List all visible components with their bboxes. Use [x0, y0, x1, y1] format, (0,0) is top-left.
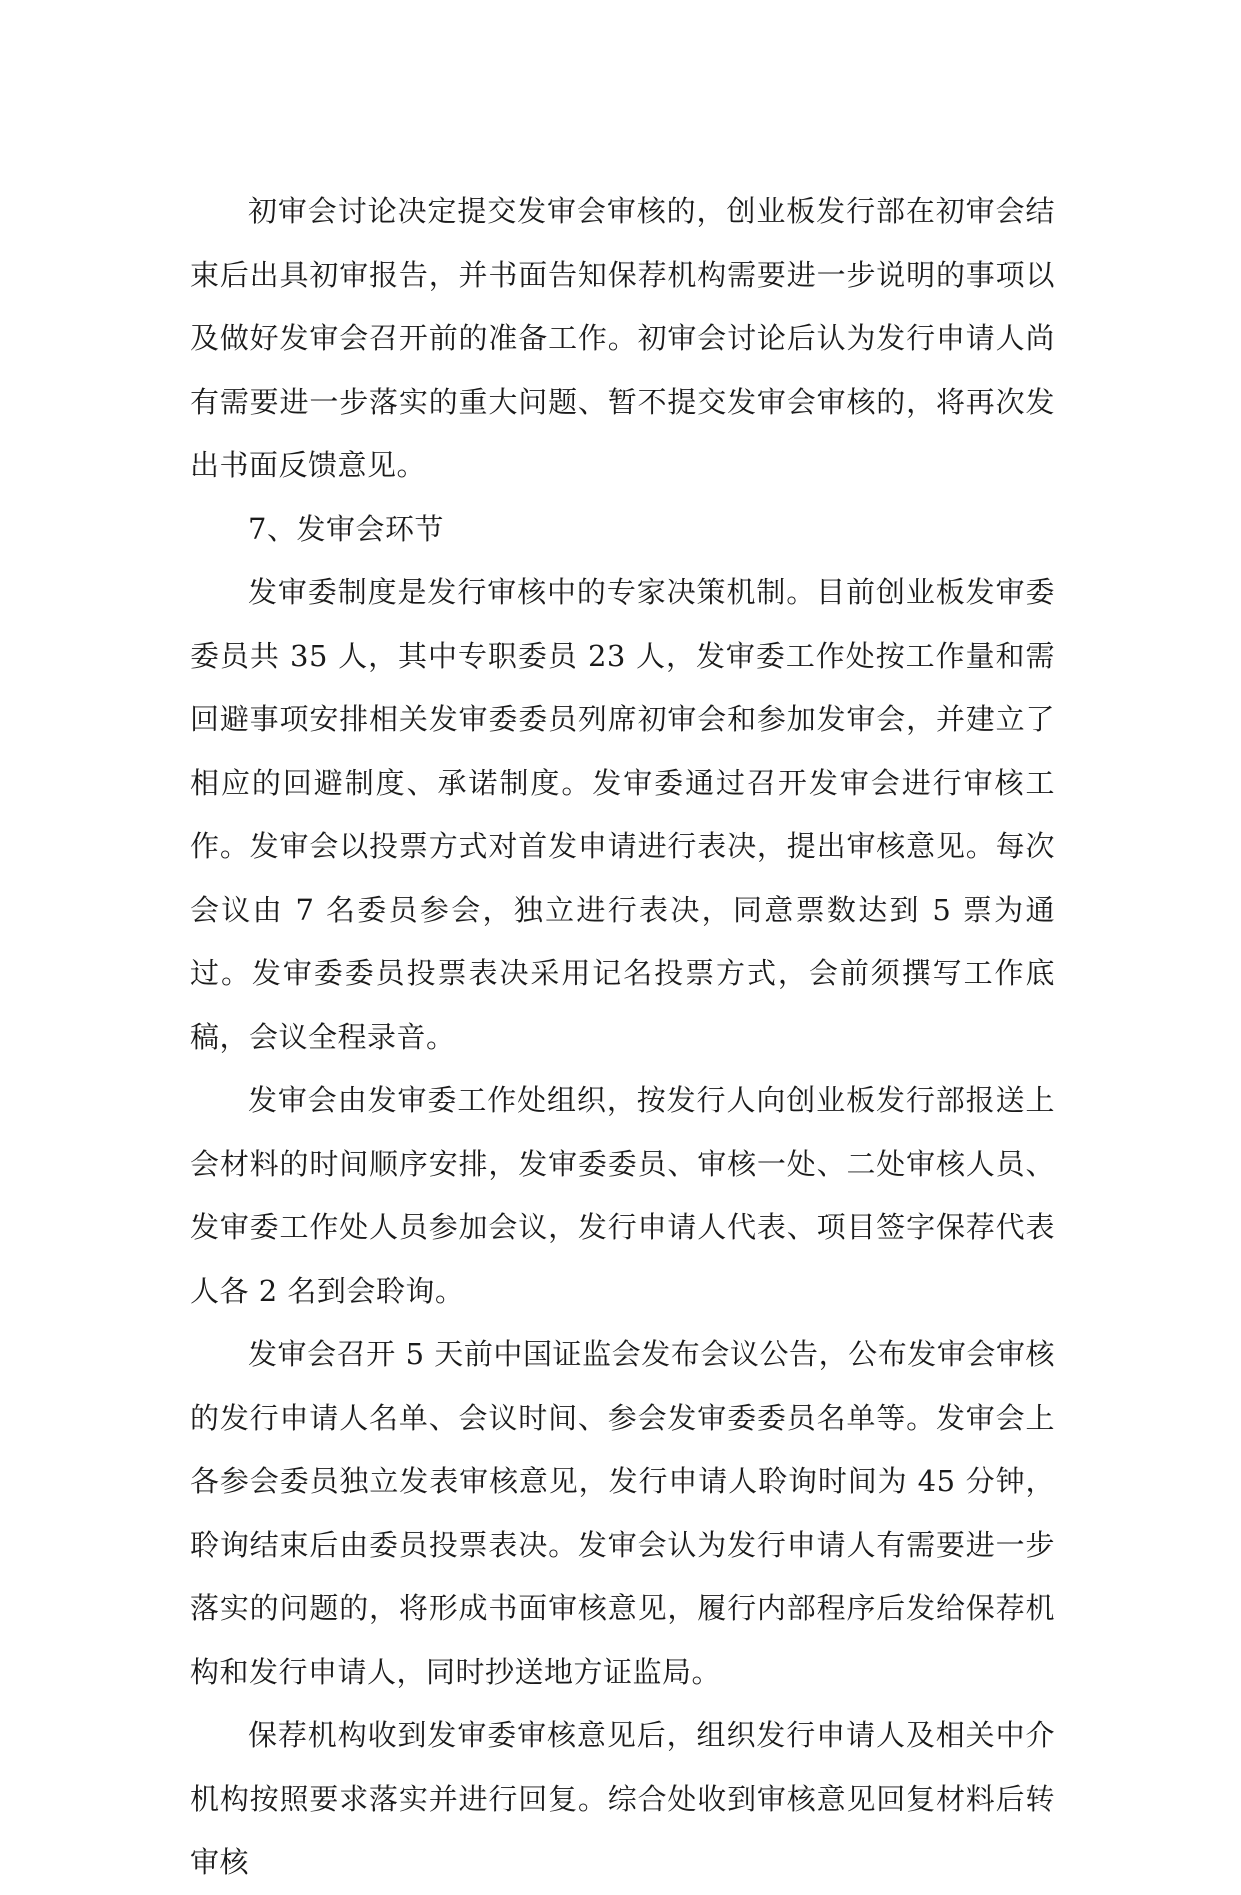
section-heading-issuance-review: 7、发审会环节 — [248, 511, 444, 546]
paragraph-committee-system: 发审委制度是发行审核中的专家决策机制。目前创业板发审委委员共 35 人，其中专职委员 23 人，发审委工作处按工作量和需回避事项安排相关发审委委员列席初审会和参加发审会，并建立了相应的回避制度、承诺制度。发审委通过召开发审会进行审核工作。发审会以投票方式对首发申请进行表决，提出审核意见。每次会议由 7 名委员参会，独立进行表决，同意票数达到 5 票为通过。发审委委员投票表决采用记名投票方式，会前须撰写工作底稿，会议全程录音。 — [190, 575, 1055, 1054]
paragraph-sponsor-response: 保荐机构收到发审委审核意见后，组织发行申请人及相关中介机构按照要求落实并进行回复。综合处收到审核意见回复材料后转审核 — [190, 1718, 1055, 1879]
paragraph-meeting-announcement: 发审会召开 5 天前中国证监会发布会议公告，公布发审会审核的发行申请人名单、会议时间、参会发审委委员名单等。发审会上各参会委员独立发表审核意见，发行申请人聆询时间为 45 分钟，聆询结束后由委员投票表决。发审会认为发行申请人有需要进一步落实的问题的，将形成书面审核意见，履行内部程序后发给保荐机构和发行申请人，同时抄送地方证监局。 — [190, 1337, 1055, 1689]
paragraph-preliminary-review: 初审会讨论决定提交发审会审核的，创业板发行部在初审会结束后出具初审报告，并书面告知保荐机构需要进一步说明的事项以及做好发审会召开前的准备工作。初审会讨论后认为发行申请人尚有需要进一步落实的重大问题、暂不提交发审会审核的，将再次发出书面反馈意见。 — [190, 194, 1055, 482]
paragraph-meeting-organization: 发审会由发审委工作处组织，按发行人向创业板发行部报送上会材料的时间顺序安排，发审委委员、审核一处、二处审核人员、发审委工作处人员参加会议，发行申请人代表、项目签字保荐代表人各 2 名到会聆询。 — [190, 1083, 1055, 1308]
document-body — [190, 180, 1055, 1895]
